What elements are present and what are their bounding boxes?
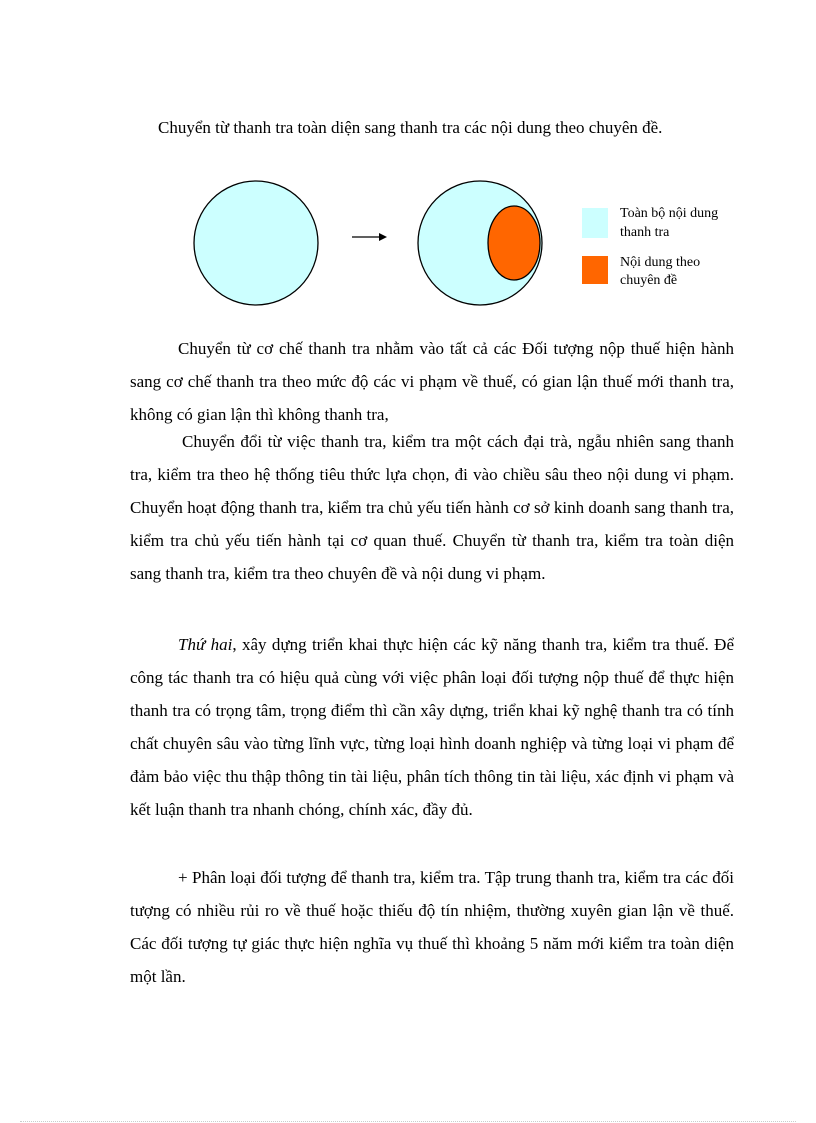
full-scope-circle [194,181,318,305]
paragraph-skills-lead: Thứ hai [178,635,233,654]
thematic-content-ellipse [488,206,540,280]
arrow-icon [352,233,387,241]
page-bottom-divider [20,1121,796,1122]
paragraph-skills [130,628,734,826]
legend-label-full-line2: thanh tra [620,225,670,240]
legend-swatch-thematic [582,256,608,284]
legend-label-thematic-line1: Nội dung theo [620,255,701,270]
inspection-scope-diagram [180,170,760,320]
paragraph-mechanism-shift: Chuyển từ cơ chế thanh tra nhằm vào tất cả các Đối tượng nộp thuế hiện hành sang cơ chế thanh tra theo mức độ các vi phạm về thuế, có gian lận thuế mới thanh tra, không có gian lận thì không thanh tra, [130,339,734,424]
legend-label-thematic-line2: chuyên đề [620,273,678,288]
paragraph-classification: + Phân loại đối tượng để thanh tra, kiểm tra. Tập trung thanh tra, kiểm tra các đối tượng có nhiều rủi ro về thuế hoặc thiếu độ tín nhiệm, thường xuyên gian lận về thuế. Các đối tượng tự giác thực hiện nghĩa vụ thuế thì khoảng 5 năm mới kiểm tra toàn diện một lần. [130,868,734,986]
diagram-heading: Chuyển từ thanh tra toàn diện sang thanh tra các nội dung theo chuyên đề. [158,118,663,137]
legend-label-full-line1: Toàn bộ nội dung [620,206,719,221]
paragraph-skills-body: , xây dựng triển khai thực hiện các kỹ năng thanh tra, kiểm tra thuế. Để công tác thanh tra có hiệu quả cùng với việc phân loại đối tượng nộp thuế để thực hiện thanh tra có trọng tâm, trọng điểm thì cần xây dựng, triển khai kỹ nghệ thanh tra có tính chất chuyên sâu vào từng lĩnh vực, từng loại hình doanh nghiệp và từng loại vi phạm để đảm bảo việc thu thập thông tin tài liệu, phân tích thông tin tài liệu, xác định vi phạm và kết luận thanh tra nhanh chóng, chính xác, đầy đủ. [130,635,734,819]
legend-swatch-full [582,208,608,238]
paragraph-method-shift: Chuyển đổi từ việc thanh tra, kiểm tra một cách đại trà, ngẫu nhiên sang thanh tra, kiểm tra theo hệ thống tiêu thức lựa chọn, đi vào chiều sâu theo nội dung vi phạm. Chuyển hoạt động thanh tra, kiểm tra chủ yếu tiến hành cơ sở kinh doanh sang thanh tra, kiểm tra chủ yếu tiến hành tại cơ quan thuế. Chuyển từ thanh tra, kiểm tra toàn diện sang thanh tra, kiểm tra theo chuyên đề và nội dung vi phạm. [130,432,734,583]
